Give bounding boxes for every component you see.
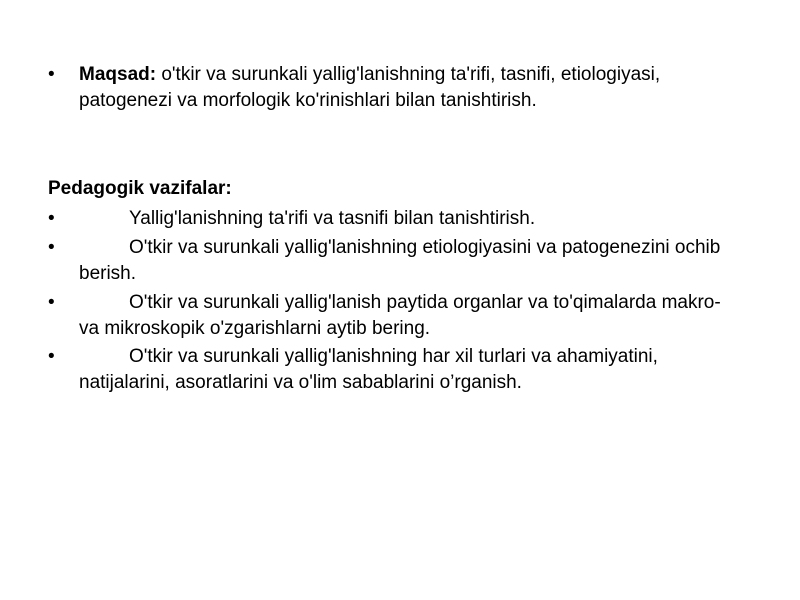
task-item [48, 206, 738, 232]
task-item [48, 344, 738, 396]
goal-label: Maqsad: [79, 64, 157, 85]
task-item [48, 290, 738, 342]
task-text: O'tkir va surunkali yallig'lanishning har xil turlari va ahamiyatini, natijalarini, asoratlarini va o'lim sabablarini o’rganish. [79, 346, 658, 393]
goal-text: o'tkir va surunkali yallig'lanishning ta'rifi, tasnifi, etiologiyasi, patogenezi va morfologik ko'rinishlari bilan tanishtirish. [79, 64, 661, 111]
goal-text-block [79, 62, 738, 114]
goal-bullet-item [48, 62, 738, 114]
task-text-block [79, 206, 738, 232]
bullet-icon: • [48, 346, 55, 367]
tasks-heading: Pedagogik vazifalar: [48, 178, 232, 199]
bullet-icon: • [48, 237, 55, 258]
task-text-block [79, 235, 738, 287]
task-item [48, 235, 738, 287]
task-text: O'tkir va surunkali yallig'lanish paytida organlar va to'qimalarda makro- va mikroskopik o'zgarishlarni aytib bering. [79, 292, 721, 339]
task-text-block [79, 290, 738, 342]
bullet-icon: • [48, 64, 55, 85]
task-text: Yallig'lanishning ta'rifi va tasnifi bilan tanishtirish. [129, 208, 536, 229]
bullet-icon: • [48, 208, 55, 229]
task-text: O'tkir va surunkali yallig'lanishning etiologiyasini va patogenezini ochib berish. [79, 237, 721, 284]
task-text-block [79, 344, 738, 396]
bullet-icon: • [48, 292, 55, 313]
